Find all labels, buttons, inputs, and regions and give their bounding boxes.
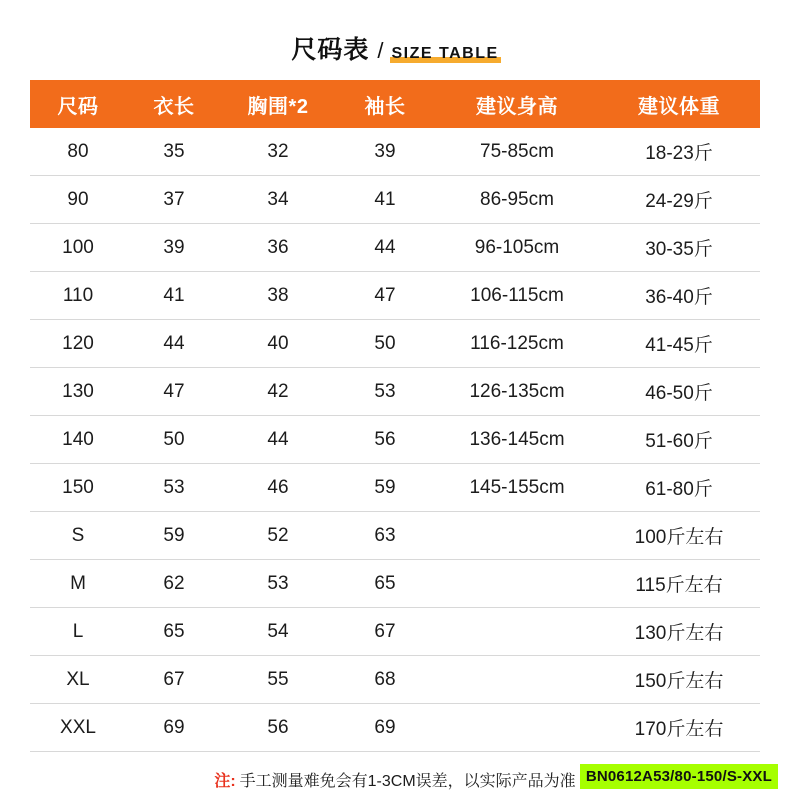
cell-size: S (30, 512, 126, 560)
cell-sleeve: 65 (334, 560, 436, 608)
cell-sleeve: 39 (334, 128, 436, 176)
cell-bust: 38 (222, 272, 334, 320)
footer-note (0, 752, 790, 791)
cell-height (436, 608, 598, 656)
cell-height: 126-135cm (436, 368, 598, 416)
cell-length: 65 (126, 608, 222, 656)
header-cell-size: 尺码 (30, 80, 126, 128)
table-row (30, 224, 760, 272)
cell-height: 116-125cm (436, 320, 598, 368)
cell-weight: 130斤左右 (598, 608, 760, 656)
cell-size: 80 (30, 128, 126, 176)
cell-sleeve: 56 (334, 416, 436, 464)
cell-height: 96-105cm (436, 224, 598, 272)
cell-bust: 44 (222, 416, 334, 464)
cell-bust: 34 (222, 176, 334, 224)
cell-length: 39 (126, 224, 222, 272)
cell-weight: 18-23斤 (598, 128, 760, 176)
header-cell-weight: 建议体重 (598, 80, 760, 128)
table-row (30, 608, 760, 656)
cell-bust: 56 (222, 704, 334, 752)
cell-size: XXL (30, 704, 126, 752)
table-row (30, 320, 760, 368)
table-header (30, 80, 760, 128)
cell-size: 110 (30, 272, 126, 320)
cell-size: 90 (30, 176, 126, 224)
table-row (30, 272, 760, 320)
header-cell-length: 衣长 (126, 80, 222, 128)
cell-weight: 24-29斤 (598, 176, 760, 224)
note-label: 注: (214, 773, 236, 790)
cell-length: 67 (126, 656, 222, 704)
cell-bust: 46 (222, 464, 334, 512)
table-body (30, 128, 760, 752)
cell-length: 62 (126, 560, 222, 608)
cell-weight: 46-50斤 (598, 368, 760, 416)
cell-bust: 54 (222, 608, 334, 656)
size-table-wrap (0, 80, 790, 752)
cell-height: 86-95cm (436, 176, 598, 224)
cell-weight: 30-35斤 (598, 224, 760, 272)
cell-size: 120 (30, 320, 126, 368)
cell-size: M (30, 560, 126, 608)
cell-weight: 61-80斤 (598, 464, 760, 512)
cell-height: 106-115cm (436, 272, 598, 320)
cell-weight: 170斤左右 (598, 704, 760, 752)
cell-height (436, 656, 598, 704)
cell-length: 59 (126, 512, 222, 560)
cell-sleeve: 44 (334, 224, 436, 272)
cell-length: 44 (126, 320, 222, 368)
table-row (30, 416, 760, 464)
table-row (30, 560, 760, 608)
cell-height: 145-155cm (436, 464, 598, 512)
title-english: SIZE TABLE (391, 45, 499, 62)
table-row (30, 464, 760, 512)
cell-height (436, 560, 598, 608)
cell-bust: 36 (222, 224, 334, 272)
header-cell-sleeve: 袖长 (334, 80, 436, 128)
cell-sleeve: 47 (334, 272, 436, 320)
title-chinese: 尺码表 (291, 36, 370, 64)
table-header-row (30, 80, 760, 128)
cell-bust: 40 (222, 320, 334, 368)
cell-size: 100 (30, 224, 126, 272)
cell-length: 50 (126, 416, 222, 464)
cell-length: 37 (126, 176, 222, 224)
cell-length: 69 (126, 704, 222, 752)
cell-weight: 41-45斤 (598, 320, 760, 368)
cell-bust: 42 (222, 368, 334, 416)
table-row (30, 128, 760, 176)
header-cell-bust: 胸围*2 (222, 80, 334, 128)
cell-weight: 51-60斤 (598, 416, 760, 464)
cell-sleeve: 69 (334, 704, 436, 752)
cell-size: XL (30, 656, 126, 704)
page-title (0, 0, 790, 80)
cell-height: 136-145cm (436, 416, 598, 464)
cell-sleeve: 50 (334, 320, 436, 368)
title-english-wrap (391, 45, 498, 63)
table-row (30, 512, 760, 560)
cell-height (436, 704, 598, 752)
cell-weight: 150斤左右 (598, 656, 760, 704)
cell-weight: 36-40斤 (598, 272, 760, 320)
cell-length: 53 (126, 464, 222, 512)
note-text: 手工测量难免会有1-3CM误差，以实际产品为准 (239, 773, 576, 790)
header-cell-height: 建议身高 (436, 80, 598, 128)
cell-height: 75-85cm (436, 128, 598, 176)
cell-size: 130 (30, 368, 126, 416)
size-table (30, 80, 760, 752)
cell-sleeve: 59 (334, 464, 436, 512)
table-row (30, 704, 760, 752)
cell-length: 35 (126, 128, 222, 176)
cell-sleeve: 41 (334, 176, 436, 224)
cell-weight: 115斤左右 (598, 560, 760, 608)
sku-badge: BN0612A53/80-150/S-XXL (580, 764, 778, 789)
table-row (30, 368, 760, 416)
cell-sleeve: 68 (334, 656, 436, 704)
title-separator: / (377, 38, 384, 63)
cell-length: 41 (126, 272, 222, 320)
cell-size: L (30, 608, 126, 656)
cell-sleeve: 67 (334, 608, 436, 656)
cell-size: 150 (30, 464, 126, 512)
table-row (30, 656, 760, 704)
cell-sleeve: 53 (334, 368, 436, 416)
cell-size: 140 (30, 416, 126, 464)
cell-length: 47 (126, 368, 222, 416)
cell-sleeve: 63 (334, 512, 436, 560)
cell-bust: 53 (222, 560, 334, 608)
cell-bust: 52 (222, 512, 334, 560)
cell-bust: 55 (222, 656, 334, 704)
cell-weight: 100斤左右 (598, 512, 760, 560)
cell-bust: 32 (222, 128, 334, 176)
cell-height (436, 512, 598, 560)
table-row (30, 176, 760, 224)
